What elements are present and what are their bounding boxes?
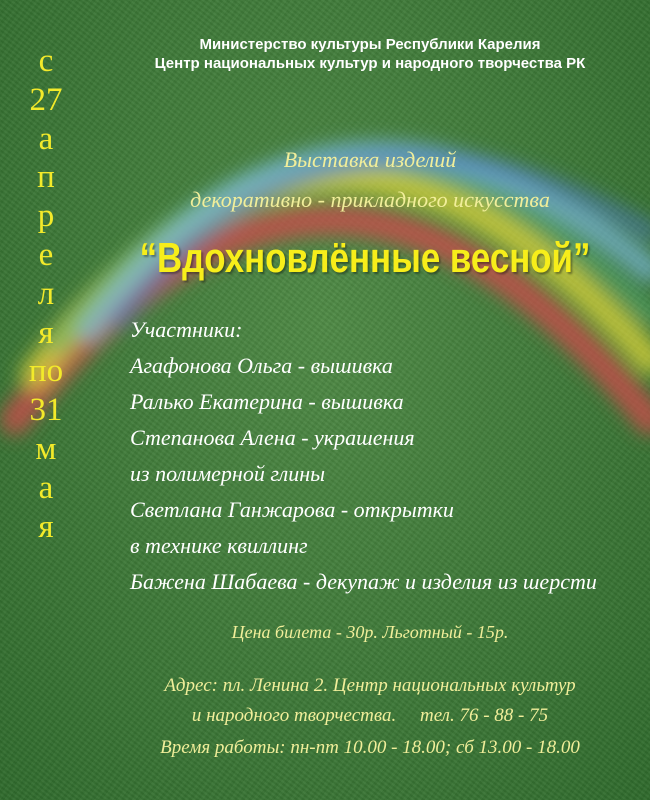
participant-line: Степанова Алена - украшения (130, 425, 415, 450)
date-char: м (35, 430, 57, 467)
participant-line: Агафонова Ольга - вышивка (130, 353, 393, 378)
participant-line: Ралько Екатерина - вышивка (130, 389, 404, 414)
exhibition-title: “Вдохновлённые весной” (139, 234, 591, 281)
date-char: р (37, 198, 55, 235)
participants-list (130, 312, 640, 600)
date-char: с (38, 43, 54, 79)
participant-line: в технике квиллинг (130, 533, 308, 558)
date-char: п (37, 159, 55, 196)
exhibition-subtitle-line2: декоративно - прикладного искусства (190, 187, 550, 212)
date-char: а (38, 120, 54, 157)
date-char: 31 (29, 392, 63, 429)
participant-line: из полимерной глины (130, 461, 326, 486)
opening-hours: Время работы: пн-пт 10.00 - 18.00; сб 13.00 - 18.00 (160, 737, 580, 758)
date-char: е (38, 236, 54, 273)
date-char: я (38, 314, 54, 351)
exhibition-subtitle-line1: Выставка изделий (283, 147, 457, 172)
address-line2: и народного творчества. тел. 76 - 88 - 75 (191, 705, 549, 726)
ticket-price: Цена билета - 30р. Льготный - 15р. (231, 622, 509, 642)
date-char: 27 (29, 81, 63, 118)
participant-line: Бажена Шабаева - декупаж и изделия из шерсти (130, 569, 597, 594)
vertical-date-range (18, 42, 74, 546)
date-char: я (38, 508, 54, 545)
center-name: Центр национальных культур и народного творчества РК (154, 55, 586, 72)
date-char: л (37, 275, 55, 312)
date-char: а (38, 469, 54, 506)
organizer-header (110, 35, 630, 73)
participants-heading: Участники: (130, 317, 243, 342)
participant-line: Светлана Ганжарова - открытки (130, 497, 454, 522)
address-line1: Адрес: пл. Ленина 2. Центр национальных культур (164, 675, 576, 696)
ministry-name: Министерство культуры Республики Карелия (199, 36, 541, 53)
date-char: по (28, 353, 64, 390)
